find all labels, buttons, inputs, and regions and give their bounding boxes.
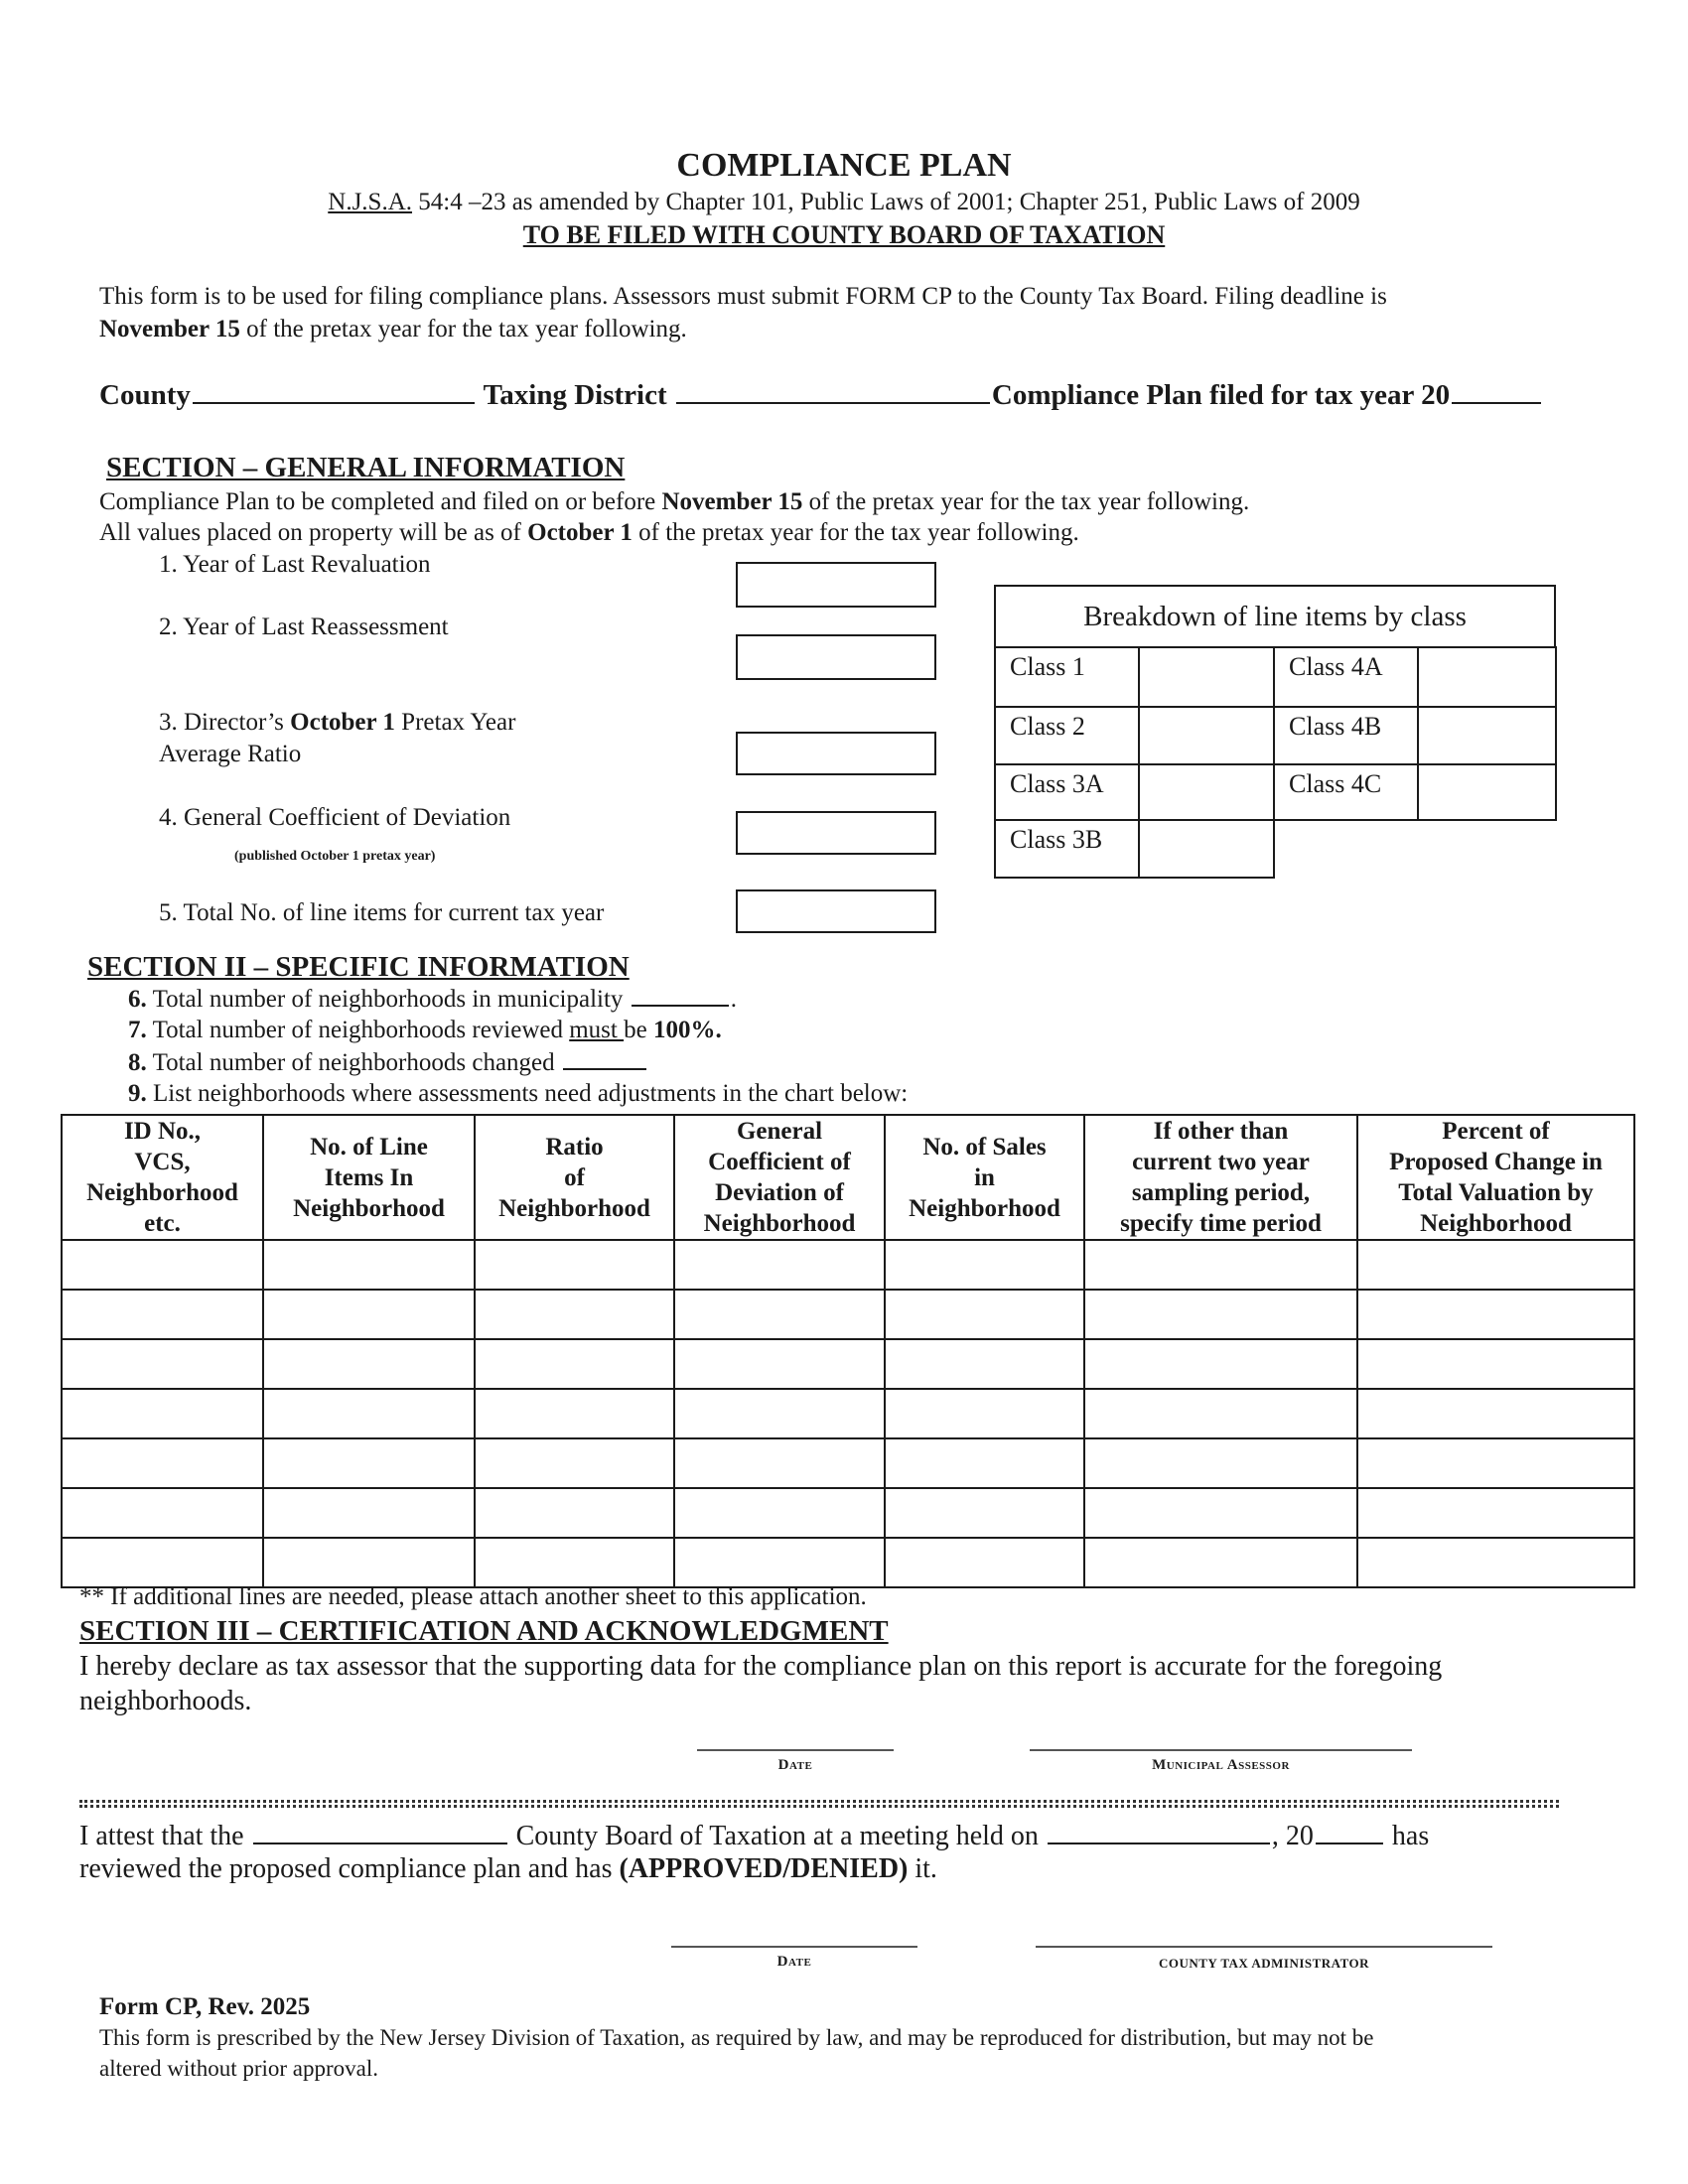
col-header-sampling-line-3: sampling period, <box>1131 1179 1311 1206</box>
filed-with-heading: TO BE FILED WITH COUNTY BOARD OF TAXATION <box>522 220 1166 249</box>
table-cell[interactable] <box>263 1240 475 1290</box>
table-cell[interactable] <box>885 1488 1084 1538</box>
table-cell[interactable] <box>263 1438 475 1488</box>
section-1-line-1 <box>99 488 1249 516</box>
class-3b-input[interactable] <box>1139 820 1274 878</box>
table-cell[interactable] <box>62 1339 263 1389</box>
class-grid-left <box>994 646 1275 879</box>
table-cell[interactable] <box>263 1290 475 1339</box>
class-4b-label: Class 4B <box>1274 707 1418 764</box>
table-cell[interactable] <box>1357 1538 1634 1587</box>
col-header-coefficient-line-4: Neighborhood <box>703 1210 856 1237</box>
attest-text-2a: reviewed the proposed compliance plan and has <box>79 1853 620 1884</box>
class-2-label: Class 2 <box>995 707 1139 764</box>
item-4-label: 4. General Coefficient of Deviation <box>159 804 511 831</box>
table-cell[interactable] <box>885 1538 1084 1587</box>
table-cell[interactable] <box>885 1438 1084 1488</box>
section-1-line-2-c: of the pretax year for the tax year following. <box>632 519 1079 546</box>
table-cell[interactable] <box>1084 1438 1357 1488</box>
admin-signature-line[interactable] <box>1036 1946 1492 1948</box>
section-1-line-1-b: November 15 <box>661 488 803 515</box>
col-header-coefficient-line-3: Deviation of <box>715 1179 844 1206</box>
taxing-district-label: Taxing District <box>483 379 667 411</box>
attest-text-d: has <box>1391 1821 1430 1851</box>
table-cell[interactable] <box>885 1339 1084 1389</box>
item-6-field[interactable] <box>632 985 729 1007</box>
class-3a-label: Class 3A <box>995 764 1139 820</box>
col-header-percent-line-3: Total Valuation by <box>1398 1179 1594 1206</box>
table-cell[interactable] <box>885 1240 1084 1290</box>
item-5-input[interactable] <box>736 889 936 933</box>
item-7-text-a: Total number of neighborhoods reviewed <box>152 1017 570 1043</box>
admin-label: COUNTY TAX ADMINISTRATOR <box>1158 1956 1370 1971</box>
item-3-label <box>159 709 515 737</box>
class-4c-label: Class 4C <box>1274 764 1418 820</box>
table-cell[interactable] <box>1357 1438 1634 1488</box>
footer-notice-line-1: This form is prescribed by the New Jersey Division of Taxation, as required by law, and may be reproduced for distribution, but may not be <box>99 2025 1374 2050</box>
attest-line-1 <box>79 1819 1429 1852</box>
table-cell[interactable] <box>475 1240 674 1290</box>
col-header-percent-line-1: Percent of <box>1442 1118 1550 1145</box>
table-cell[interactable] <box>1357 1339 1634 1389</box>
item-7-percent: 100%. <box>652 1017 722 1043</box>
item-7 <box>128 1017 722 1044</box>
col-header-sales-line-1: No. of Sales <box>922 1133 1047 1160</box>
item-3-label-c: Pretax Year <box>394 709 516 736</box>
class-1-label: Class 1 <box>995 647 1139 707</box>
item-7-must: must <box>569 1017 625 1043</box>
assessor-signature-line[interactable] <box>1030 1749 1412 1751</box>
col-header-line-items <box>263 1115 475 1240</box>
attest-text-c: , 20 <box>1271 1821 1314 1851</box>
date-signature-line-2[interactable] <box>671 1946 917 1948</box>
item-2-input[interactable] <box>736 634 936 680</box>
col-header-line-items-line-1: No. of Line <box>310 1133 428 1160</box>
item-1-label: 1. Year of Last Revaluation <box>159 551 431 578</box>
table-cell[interactable] <box>475 1389 674 1438</box>
county-label: County <box>99 379 191 411</box>
col-header-id-line-2: VCS, <box>134 1149 191 1175</box>
col-header-coefficient-line-1: General <box>736 1118 823 1145</box>
item-9-number: 9. <box>128 1080 147 1107</box>
section-1-heading: SECTION – GENERAL INFORMATION <box>106 452 626 483</box>
table-cell[interactable] <box>62 1538 263 1587</box>
section-1-line-1-a: Compliance Plan to be completed and filed on or before <box>99 488 662 515</box>
table-cell[interactable] <box>263 1488 475 1538</box>
footer-notice-line-2: altered without prior approval. <box>99 2056 379 2081</box>
table-row <box>62 1488 1634 1538</box>
col-header-ratio-line-1: Ratio <box>545 1133 604 1160</box>
item-3-input[interactable] <box>736 732 936 775</box>
separator-row <box>79 1800 1559 1808</box>
item-4-note: (published October 1 pretax year) <box>234 849 436 864</box>
table-cell[interactable] <box>1357 1488 1634 1538</box>
attest-text-2c: it. <box>908 1853 937 1884</box>
item-8-field[interactable] <box>563 1048 646 1070</box>
top-fields-row <box>99 378 1543 412</box>
page-title: COMPLIANCE PLAN <box>676 147 1012 184</box>
declaration-line-1: I hereby declare as tax assessor that the supporting data for the compliance plan on this report is accurate for the foregoing <box>79 1651 1443 1682</box>
table-cell[interactable] <box>1084 1290 1357 1339</box>
class-grid-right <box>1273 646 1557 821</box>
intro-deadline: November 15 <box>99 316 240 342</box>
item-1-input[interactable] <box>736 562 936 608</box>
col-header-ratio-line-3: Neighborhood <box>498 1194 650 1222</box>
col-header-percent-change <box>1357 1115 1634 1240</box>
item-6-number: 6. <box>128 986 147 1013</box>
table-row <box>62 1290 1634 1339</box>
table-footnote: ** If additional lines are needed, please attach another sheet to this application. <box>79 1583 867 1610</box>
attest-text-a: I attest that the <box>79 1821 244 1851</box>
item-4-input[interactable] <box>736 811 936 855</box>
class-1-input[interactable] <box>1139 647 1274 707</box>
declaration-line-2: neighborhoods. <box>79 1686 252 1716</box>
col-header-id-line-3: Neighborhood <box>86 1179 238 1206</box>
table-cell[interactable] <box>1084 1339 1357 1389</box>
table-row <box>62 1240 1634 1290</box>
county-field[interactable] <box>193 378 475 404</box>
table-cell[interactable] <box>1084 1240 1357 1290</box>
table-cell[interactable] <box>62 1438 263 1488</box>
item-3-label-line-2: Average Ratio <box>159 741 302 767</box>
table-cell[interactable] <box>885 1290 1084 1339</box>
class-4c-input[interactable] <box>1418 764 1556 820</box>
intro-line-2-text: of the pretax year for the tax year following. <box>239 316 687 342</box>
table-row <box>62 1438 1634 1488</box>
table-cell[interactable] <box>885 1389 1084 1438</box>
taxing-district-field[interactable] <box>676 378 990 404</box>
col-header-sampling-line-4: specify time period <box>1120 1210 1322 1237</box>
item-2-label: 2. Year of Last Reassessment <box>159 614 449 640</box>
table-cell[interactable] <box>263 1339 475 1389</box>
attest-year-field[interactable] <box>1316 1819 1383 1844</box>
attest-line-2 <box>79 1853 937 1885</box>
table-cell[interactable] <box>674 1240 885 1290</box>
item-3-label-b: October 1 <box>290 709 395 736</box>
item-6-text: Total number of neighborhoods in municipality <box>152 986 624 1013</box>
class-breakdown-title: Breakdown of line items by class <box>994 585 1556 648</box>
table-cell[interactable] <box>62 1488 263 1538</box>
plan-year-label: Compliance Plan filed for tax year 20 <box>991 379 1451 411</box>
item-7-number: 7. <box>128 1017 147 1043</box>
col-header-sampling-line-2: current two year <box>1132 1149 1310 1175</box>
section-1-line-2 <box>99 519 1079 547</box>
table-row <box>62 1538 1634 1587</box>
table-cell[interactable] <box>62 1290 263 1339</box>
item-9-text: List neighborhoods where assessments need adjustments in the chart below: <box>153 1080 909 1107</box>
table-cell[interactable] <box>62 1240 263 1290</box>
table-cell[interactable] <box>674 1290 885 1339</box>
table-cell[interactable] <box>263 1389 475 1438</box>
table-cell[interactable] <box>475 1538 674 1587</box>
col-header-sampling-period <box>1084 1115 1357 1240</box>
statute-line <box>0 189 1688 216</box>
item-9 <box>128 1080 908 1108</box>
table-cell[interactable] <box>674 1538 885 1587</box>
section-1-line-1-c: of the pretax year for the tax year following. <box>802 488 1250 515</box>
section-3-heading: SECTION III – CERTIFICATION AND ACKNOWLEDGMENT <box>79 1615 889 1647</box>
class-3b-label: Class 3B <box>995 820 1139 878</box>
table-cell[interactable] <box>263 1538 475 1587</box>
item-8-number: 8. <box>128 1049 147 1076</box>
section-1-line-2-a: All values placed on property will be as of <box>99 519 528 546</box>
table-cell[interactable] <box>674 1339 885 1389</box>
plan-year-field[interactable] <box>1452 378 1541 404</box>
item-5-label: 5. Total No. of line items for current tax year <box>159 899 605 926</box>
attest-approved-denied: (APPROVED/DENIED) <box>619 1853 909 1884</box>
intro-line-2 <box>99 316 687 343</box>
table-cell[interactable] <box>1357 1290 1634 1339</box>
col-header-sales-line-3: Neighborhood <box>909 1194 1060 1222</box>
attest-text-b: County Board of Taxation at a meeting held on <box>515 1821 1039 1851</box>
item-7-text-b: be <box>624 1017 653 1043</box>
col-header-line-items-line-2: Items In <box>324 1163 414 1191</box>
date-signature-line[interactable] <box>697 1749 894 1751</box>
col-header-coefficient-line-2: Coefficient of <box>708 1149 851 1175</box>
item-3-label-a: 3. Director’s <box>159 709 291 736</box>
table-cell[interactable] <box>475 1339 674 1389</box>
col-header-percent-line-4: Neighborhood <box>1420 1210 1572 1237</box>
table-cell[interactable] <box>674 1389 885 1438</box>
col-header-ratio <box>475 1115 674 1240</box>
item-8-text: Total number of neighborhoods changed <box>152 1049 555 1076</box>
section-2-heading: SECTION II – SPECIFIC INFORMATION <box>87 951 630 983</box>
table-cell[interactable] <box>1357 1389 1634 1438</box>
col-header-id <box>62 1115 263 1240</box>
table-cell[interactable] <box>1084 1488 1357 1538</box>
neighborhood-table <box>61 1114 1635 1588</box>
table-cell[interactable] <box>1084 1389 1357 1438</box>
table-cell[interactable] <box>674 1438 885 1488</box>
table-cell[interactable] <box>62 1389 263 1438</box>
form-id: Form CP, Rev. 2025 <box>99 1993 311 2020</box>
intro-line-1: This form is to be used for filing compliance plans. Assessors must submit FORM CP to the County Tax Board. Filing deadline is <box>99 283 1387 310</box>
table-cell[interactable] <box>475 1438 674 1488</box>
neighborhood-table-header <box>62 1115 1634 1240</box>
class-4b-input[interactable] <box>1418 707 1556 764</box>
date-label: Date <box>777 1757 813 1773</box>
item-6: 6. Total number of neighborhoods in municipality . <box>128 986 737 1013</box>
class-3a-input[interactable] <box>1139 764 1274 820</box>
col-header-line-items-line-3: Neighborhood <box>293 1194 445 1222</box>
col-header-sales <box>885 1115 1084 1240</box>
col-header-coefficient <box>674 1115 885 1240</box>
table-cell[interactable] <box>475 1290 674 1339</box>
table-cell[interactable] <box>1357 1240 1634 1290</box>
table-cell[interactable] <box>475 1488 674 1538</box>
table-cell[interactable] <box>674 1488 885 1538</box>
class-2-input[interactable] <box>1139 707 1274 764</box>
col-header-ratio-line-2: of <box>564 1163 585 1191</box>
assessor-label: Municipal Assessor <box>1152 1757 1290 1773</box>
table-cell[interactable] <box>1084 1538 1357 1587</box>
statute-link[interactable]: N.J.S.A. <box>328 189 413 215</box>
date-label-2: Date <box>776 1954 812 1970</box>
attest-county-field[interactable] <box>253 1819 507 1844</box>
attest-meeting-date-field[interactable] <box>1048 1819 1270 1844</box>
col-header-sampling-line-1: If other than <box>1153 1118 1289 1145</box>
statute-text: 54:4 –23 as amended by Chapter 101, Public Laws of 2001; Chapter 251, Public Laws of 2009 <box>412 189 1360 215</box>
item-8 <box>128 1048 648 1077</box>
col-header-sales-line-2: in <box>974 1163 995 1191</box>
col-header-id-line-1: ID No., <box>123 1118 202 1145</box>
table-row <box>62 1339 1634 1389</box>
class-4a-input[interactable] <box>1418 647 1556 707</box>
class-4a-label: Class 4A <box>1274 647 1418 707</box>
section-1-line-2-b: October 1 <box>527 519 633 546</box>
table-row <box>62 1389 1634 1438</box>
col-header-percent-line-2: Proposed Change in <box>1389 1149 1603 1175</box>
col-header-id-line-4: etc. <box>144 1210 181 1237</box>
